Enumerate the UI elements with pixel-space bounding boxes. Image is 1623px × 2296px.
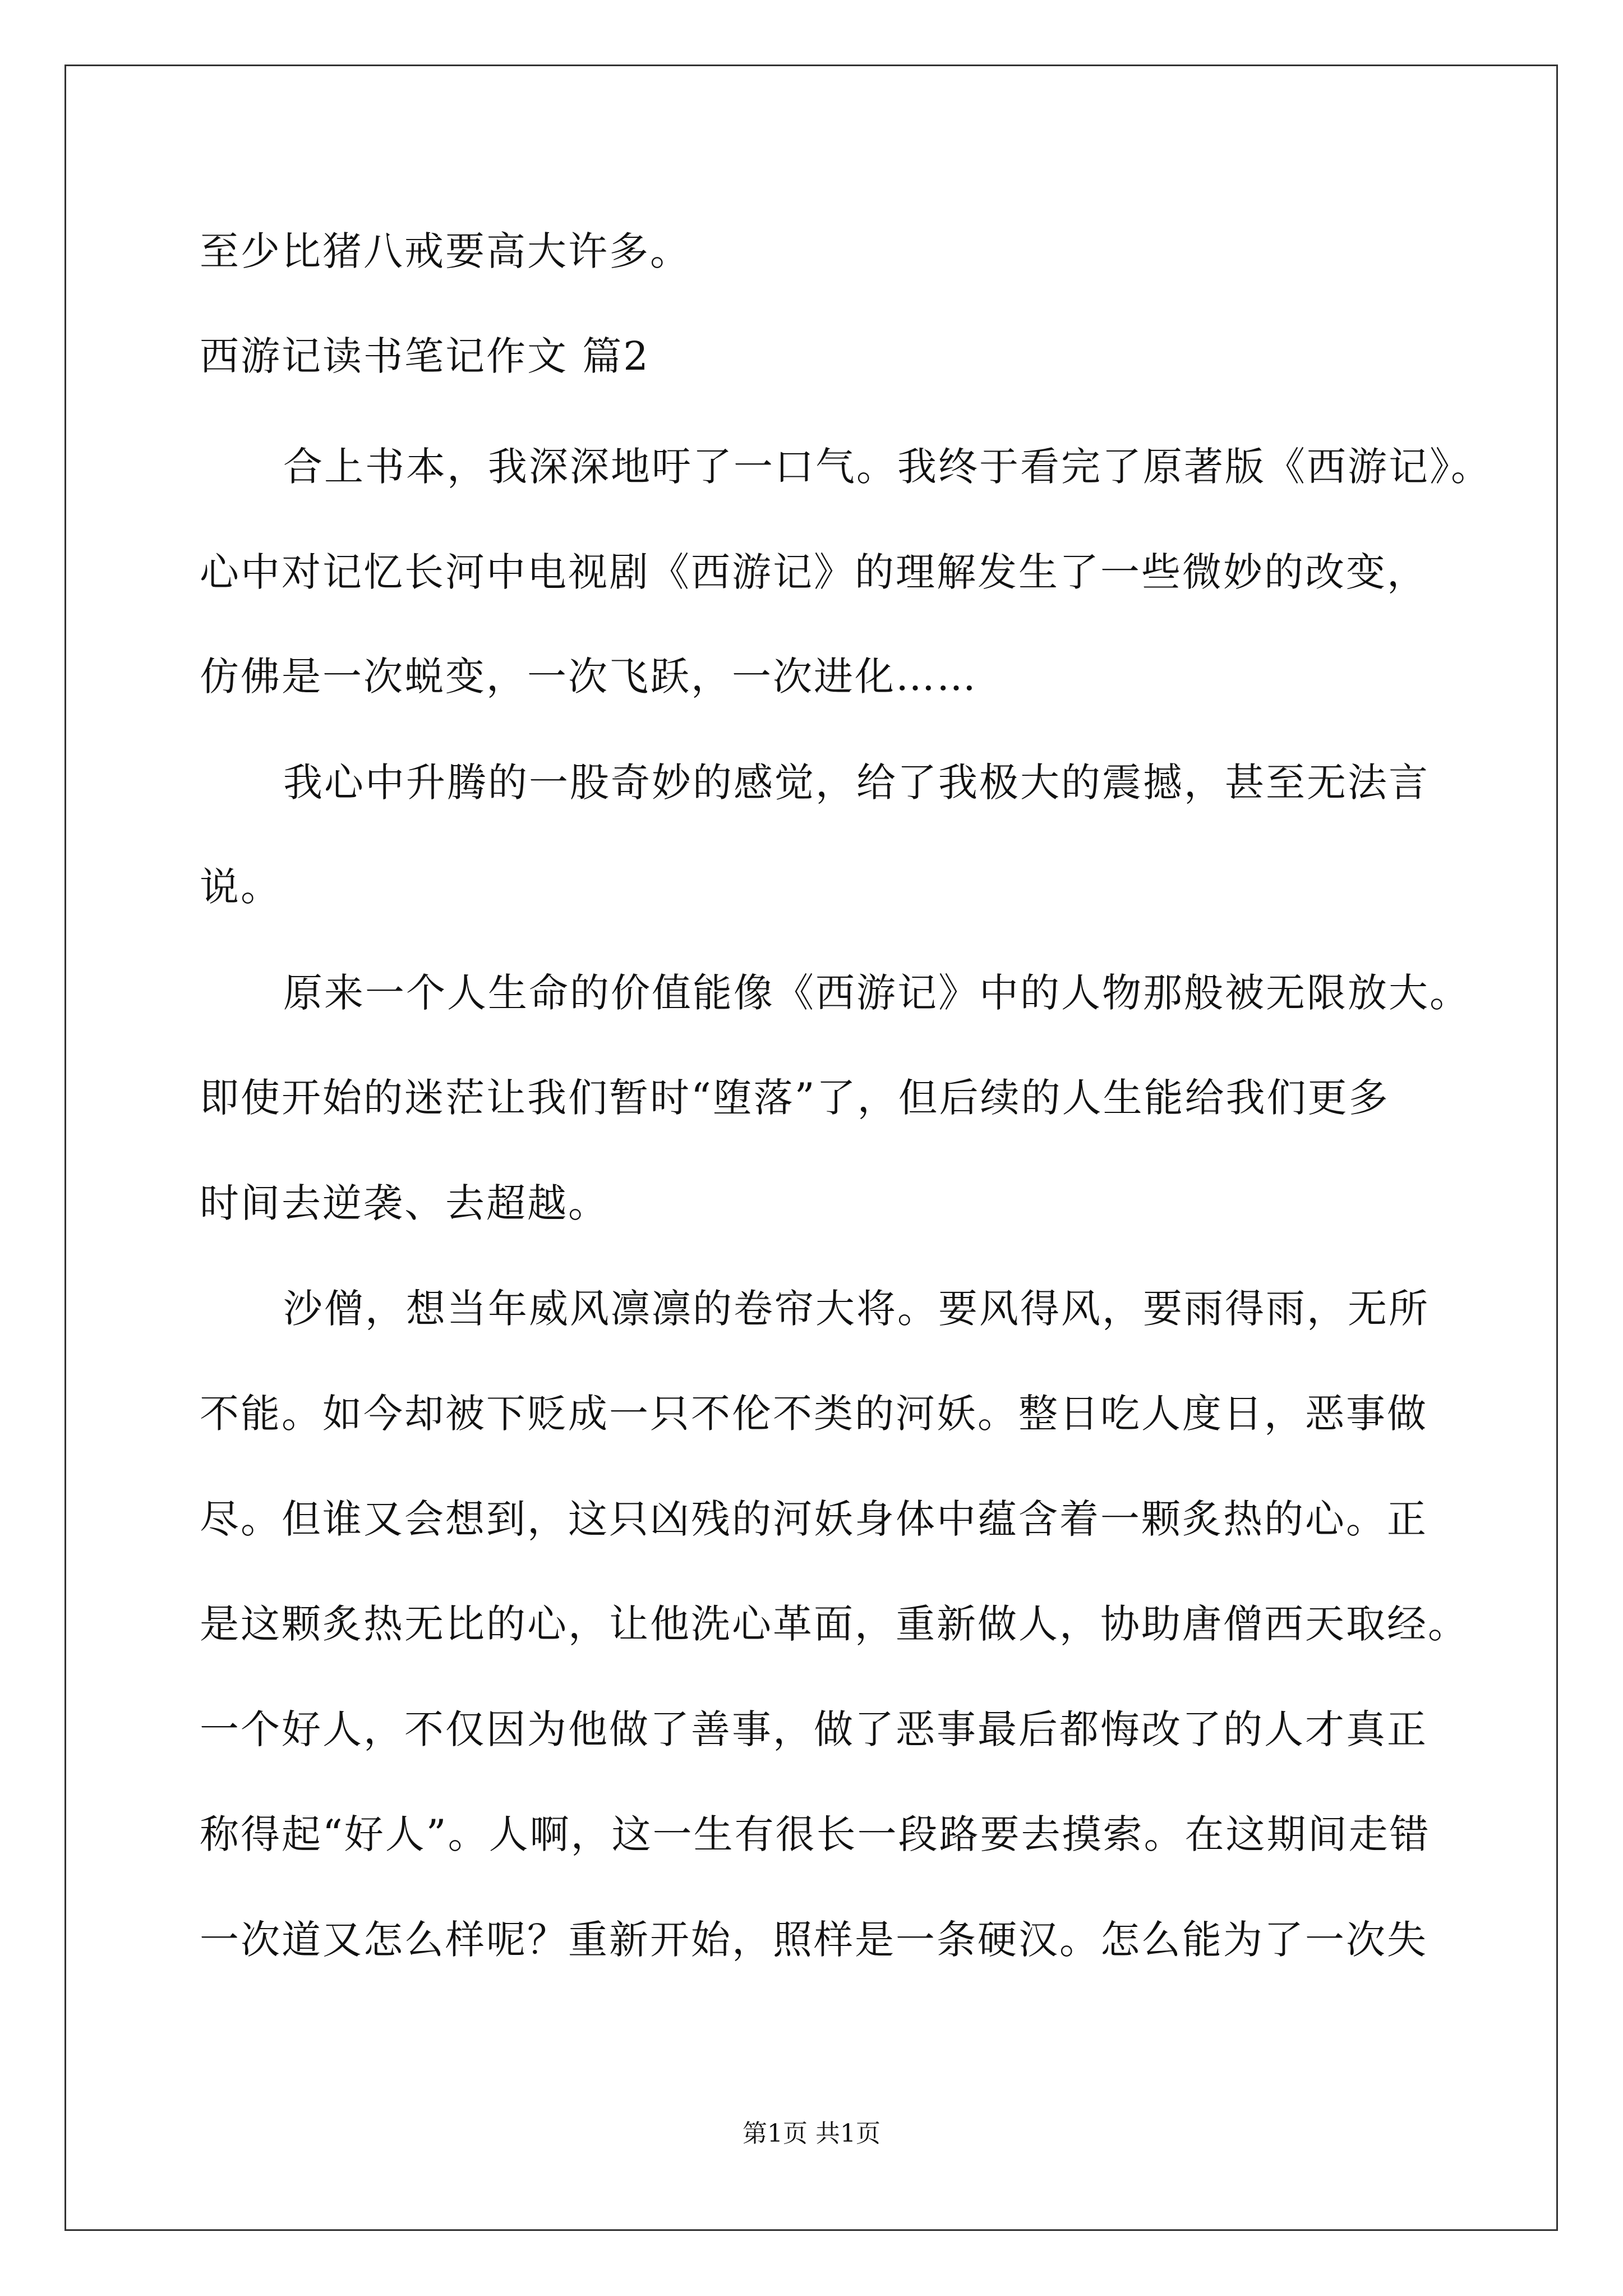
text-line: 至少比猪八戒要高大许多。 [200,228,691,274]
text-line: 时间去逆袭、去超越。 [200,1180,609,1226]
text-line: 一个好人，不仅因为他做了善事，做了恶事最后都悔改了的人才真正 [200,1706,1428,1752]
text-line: 原来一个人生命的价值能像《西游记》中的人物那般被无限放大。 [283,970,1470,1016]
text-line: 仿佛是一次蜕变，一次飞跃，一次进化…… [200,654,978,700]
text-line: 合上书本，我深深地吁了一口气。我终于看完了原著版《西游记》。 [283,444,1492,490]
text-line: 即使开始的迷茫让我们暂时“堕落”了，但后续的人生能给我们更多 [200,1075,1390,1121]
page-border [64,65,1558,2231]
text-line: 称得起“好人”。人啊，这一生有很长一段路要去摸索。在这期间走错 [200,1811,1431,1857]
text-line: 是这颗炙热无比的心，让他洗心革面，重新做人，协助唐僧西天取经。 [200,1601,1469,1647]
text-line: 尽。但谁又会想到，这只凶残的河妖身体中蕴含着一颗炙热的心。正 [200,1496,1428,1542]
text-line: 不能。如今却被下贬成一只不伦不类的河妖。整日吃人度日，恶事做 [200,1391,1428,1437]
text-line: 一次道又怎么样呢？重新开始，照样是一条硬汉。怎么能为了一次失 [200,1917,1428,1963]
text-line: 沙僧，想当年威风凛凛的卷帘大将。要风得风，要雨得雨，无所 [283,1286,1430,1332]
page-number: 第1页 共1页 [743,2119,880,2148]
text-line: 心中对记忆长河中电视剧《西游记》的理解发生了一些微妙的改变， [200,549,1428,595]
text-line: 说。 [200,864,282,910]
text-line: 我心中升腾的一股奇妙的感觉，给了我极大的震撼，甚至无法言 [283,760,1430,806]
section-heading: 西游记读书笔记作文 篇2 [200,333,650,379]
